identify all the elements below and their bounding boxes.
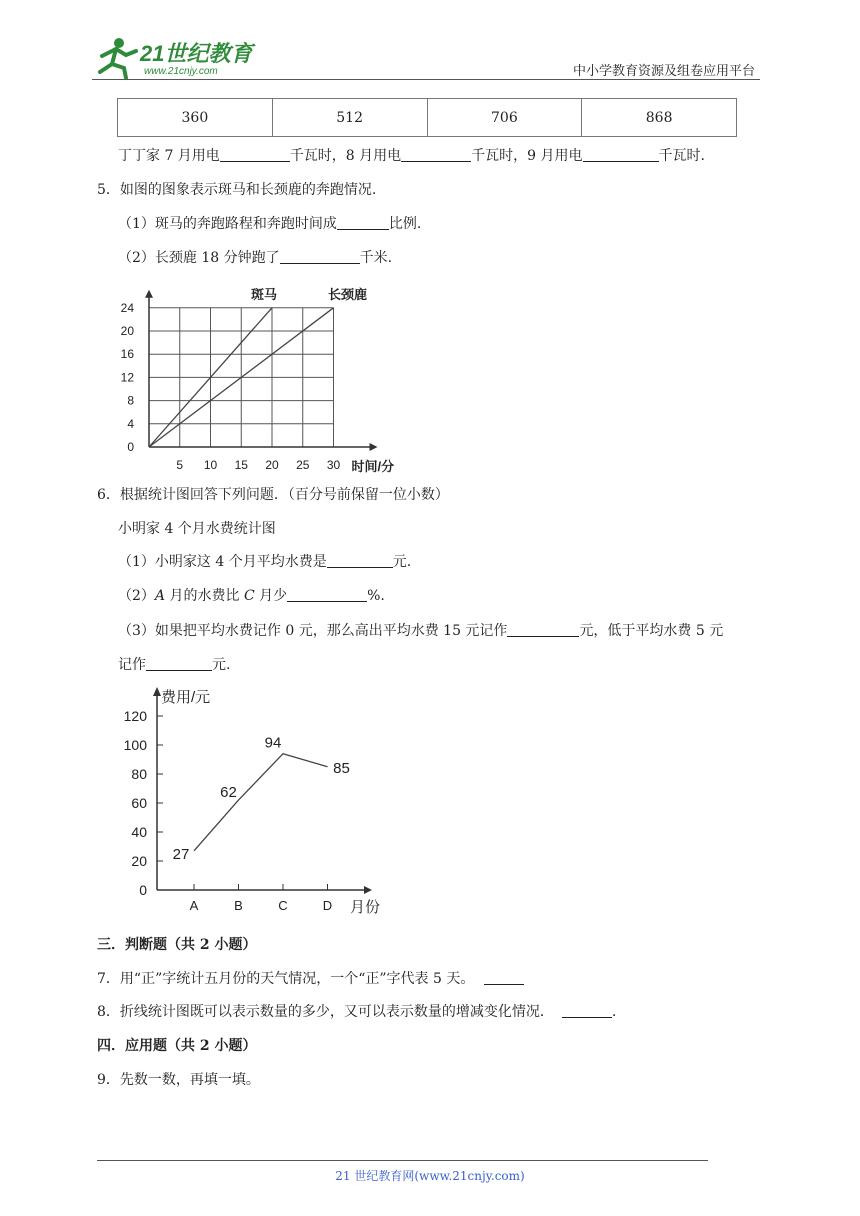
x-tick-label: 5: [176, 458, 184, 472]
x-axis-label: 时间/分: [351, 459, 395, 474]
answer-blank[interactable]: [220, 147, 290, 162]
runner-icon: [100, 38, 136, 78]
data-label: 85: [333, 759, 350, 777]
q4-text-2: 千瓦时，8 月用电: [289, 148, 402, 164]
logo-url: www.21cnjy.com: [144, 66, 218, 77]
y-tick-label: 24: [120, 300, 134, 315]
header-divider: [92, 79, 760, 80]
water-fee-chart: [110, 680, 400, 920]
q5-part2-text: （2）长颈鹿 18 分钟跑了: [118, 250, 280, 266]
y-tick-label: 8: [127, 393, 134, 408]
y-tick-label: 0: [127, 440, 134, 454]
answer-blank[interactable]: [583, 147, 659, 162]
q8: [97, 1001, 616, 1021]
x-tick-label: 20: [265, 458, 279, 472]
q6-part3: [118, 620, 723, 640]
section-3-title: 三．判断题（共 2 小题）: [97, 937, 257, 953]
table-cell: 868: [582, 99, 737, 137]
data-label: 27: [172, 845, 190, 863]
y-tick-label: 12: [120, 370, 134, 385]
series-line-water-fee: [194, 754, 328, 851]
q6-var-c: C: [243, 588, 255, 604]
x-tick-label: 15: [234, 458, 248, 472]
q6-part2-text-c: 月少: [254, 588, 288, 604]
series-label: 长颈鹿: [327, 286, 368, 302]
q6-part2-text: （2）: [118, 588, 155, 604]
q5-part1-tail: 比例.: [388, 216, 422, 232]
q4-text-4: 千瓦时.: [658, 148, 705, 164]
y-tick-label: 20: [120, 324, 134, 338]
q7: [97, 968, 524, 988]
y-tick-label: 40: [131, 824, 147, 840]
x-tick-label: 30: [326, 458, 341, 472]
q6-chart-title: 小明家 4 个月水费统计图: [118, 521, 276, 537]
q5-title: 5．如图的图象表示斑马和长颈鹿的奔跑情况.: [97, 182, 377, 198]
table-cell: 360: [118, 99, 273, 137]
q6-part2-text-b: 月的水费比: [165, 588, 244, 604]
x-axis-label: 月份: [350, 899, 381, 916]
zebra-giraffe-chart: [110, 282, 410, 477]
y-axis-arrow: [145, 290, 153, 298]
q6-title: 6．根据统计图回答下列问题．（百分号前保留一位小数）: [97, 487, 449, 503]
q8-tail: .: [611, 1004, 617, 1020]
answer-blank[interactable]: [507, 622, 579, 637]
y-tick-label: 100: [123, 737, 147, 753]
x-tick-label: D: [322, 898, 333, 913]
q6-part1-text: （1）小明家这 4 个月平均水费是: [118, 554, 327, 570]
x-axis-arrow: [364, 886, 372, 894]
q7-text: 7．用“正”字统计五月份的天气情况，一个“正”字代表 5 天。: [97, 971, 475, 987]
site-logo: [92, 34, 262, 80]
x-tick-label: C: [278, 898, 288, 913]
answer-blank[interactable]: [146, 656, 212, 671]
answer-blank[interactable]: [484, 970, 524, 985]
y-tick-label: 80: [131, 766, 147, 782]
q6-part3-text-c: 记作: [118, 657, 146, 673]
q6-part3-text: （3）如果把平均水费记作 0 元，那么高出平均水费 15 元记作: [118, 623, 508, 639]
q5-part2-tail: 千米.: [359, 250, 393, 266]
footer-text: 21 世纪教育网(www.21cnjy.com): [335, 1169, 525, 1183]
answer-blank[interactable]: [287, 587, 367, 602]
q6-part3-text-b: 元，低于平均水费 5 元: [579, 623, 724, 639]
table-cell: 706: [427, 99, 582, 137]
y-tick-label: 120: [123, 708, 147, 724]
q6-part1: [118, 551, 411, 571]
x-tick-label: 10: [203, 458, 218, 472]
y-tick-label: 16: [120, 347, 134, 362]
q6-part3-cont: [118, 654, 230, 674]
y-tick-label: 0: [139, 882, 147, 898]
table-row: [118, 99, 737, 137]
q9-text: 9．先数一数，再填一填。: [97, 1072, 260, 1088]
series-label: 斑马: [250, 286, 278, 302]
answer-blank[interactable]: [562, 1003, 612, 1018]
q5-part1-text: （1）斑马的奔跑路程和奔跑时间成: [118, 216, 337, 232]
x-tick-label: A: [189, 898, 199, 913]
q6-var-a: A: [154, 588, 166, 604]
electricity-table: [117, 98, 737, 137]
answer-blank[interactable]: [401, 147, 471, 162]
section-4-title: 四．应用题（共 2 小题）: [97, 1038, 257, 1054]
data-label: 62: [220, 784, 237, 802]
data-label: 94: [264, 734, 282, 752]
y-tick-label: 60: [131, 795, 147, 811]
y-axis-label: 费用/元: [161, 689, 211, 706]
q6-part1-tail: 元.: [392, 554, 412, 570]
q5-part1: [118, 213, 421, 233]
y-tick-label: 20: [131, 853, 147, 869]
q4-text-3: 千瓦时，9 月用电: [471, 148, 583, 164]
footer-divider: [97, 1160, 708, 1161]
q6-part2-tail: %.: [367, 588, 385, 604]
answer-blank[interactable]: [337, 215, 389, 230]
q6-part3-tail: 元.: [212, 657, 231, 673]
q5-part2: [118, 247, 392, 267]
x-axis-arrow: [370, 443, 378, 451]
answer-blank[interactable]: [327, 553, 393, 568]
q8-text: 8．折线统计图既可以表示数量的多少，又可以表示数量的增减变化情况．: [97, 1004, 554, 1020]
header-platform-text: 中小学教育资源及组卷应用平台: [572, 64, 755, 79]
q4-fill-line: [118, 145, 705, 165]
logo-text: 21世纪教育: [140, 41, 253, 66]
answer-blank[interactable]: [280, 249, 360, 264]
table-cell: 512: [272, 99, 427, 137]
y-axis-arrow: [153, 687, 161, 696]
q6-part2: [118, 585, 385, 605]
x-tick-label: 25: [296, 458, 310, 472]
y-tick-label: 4: [127, 416, 134, 431]
q4-text-1: 丁丁家 7 月用电: [118, 148, 220, 164]
x-tick-label: B: [234, 898, 243, 913]
